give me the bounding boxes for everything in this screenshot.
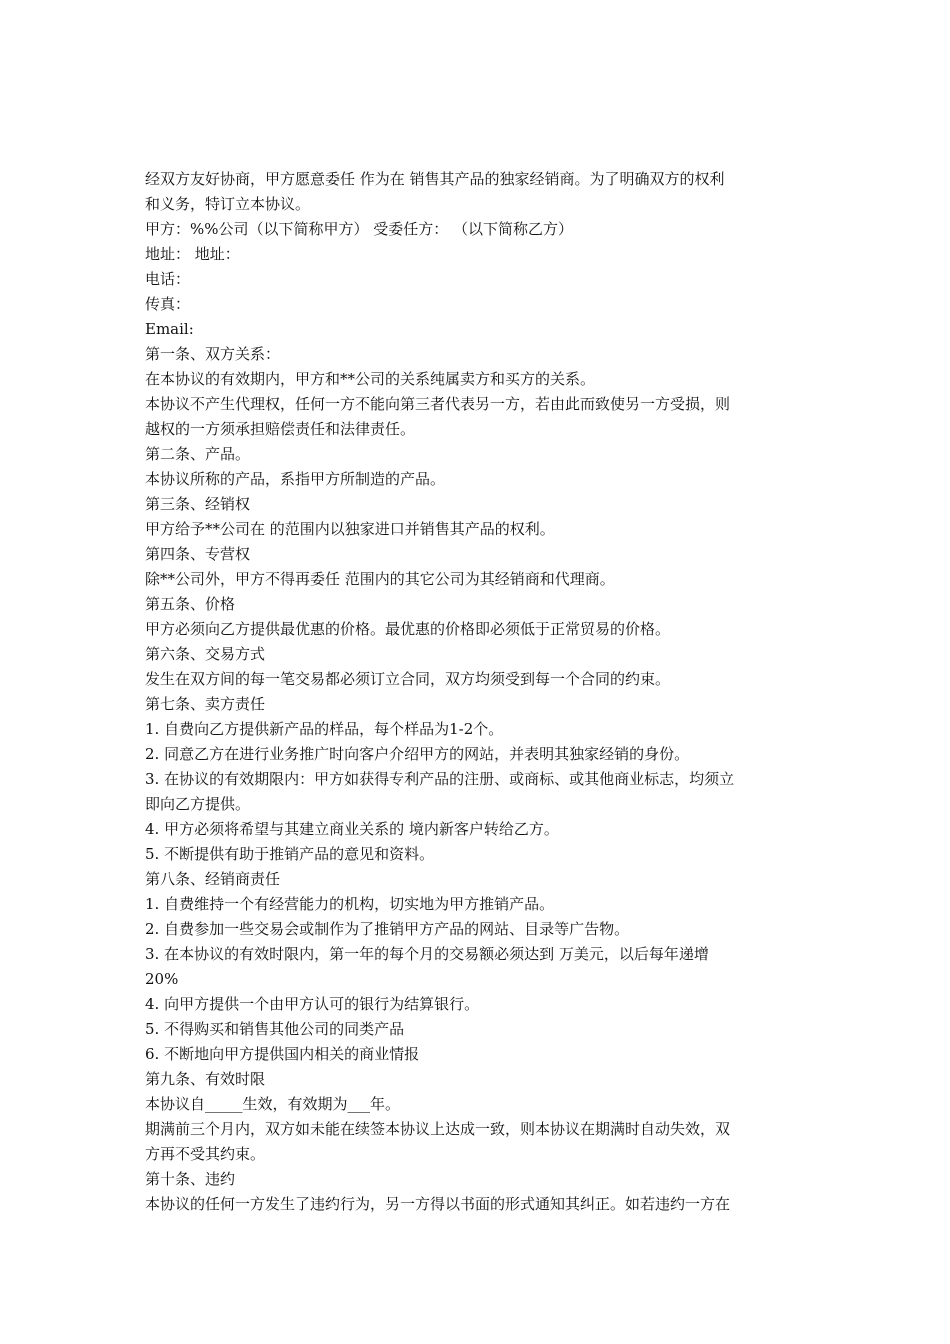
list-item: 5. 不断提供有助于推销产品的意见和资料。: [145, 845, 435, 863]
list-item: 1. 自费向乙方提供新产品的样品，每个样品为1-2个。: [145, 720, 504, 738]
list-item: 3. 在本协议的有效时限内，第一年的每个月的交易额必须达到 万美元，以后每年递增: [145, 945, 709, 963]
address-line: 地址： 地址：: [145, 245, 240, 263]
list-item-continuation: 即向乙方提供。: [145, 795, 251, 813]
fax-line: 传真：: [145, 295, 191, 313]
list-item: 3. 在协议的有效期限内：甲方如获得专利产品的注册、或商标、或其他商业标志，均须立: [145, 770, 735, 788]
article-heading: 第五条、价格: [145, 595, 236, 613]
article-heading: 第九条、有效时限: [145, 1070, 266, 1088]
list-item: 5. 不得购买和销售其他公司的同类产品: [145, 1020, 405, 1038]
article-heading: 第七条、卖方责任: [145, 695, 266, 713]
document-body: [145, 167, 810, 1217]
article-heading: 第十条、违约: [145, 1170, 236, 1188]
text-line: 经双方友好协商，甲方愿意委任 作为在 销售其产品的独家经销商。为了明确双方的权利: [145, 170, 725, 188]
text-line: 方再不受其约束。: [145, 1145, 266, 1163]
text-line: 本协议不产生代理权，任何一方不能向第三者代表另一方，若由此而致使另一方受损，则: [145, 395, 731, 413]
text-line: 本协议自_____生效，有效期为___年。: [145, 1095, 401, 1113]
article-heading: 第二条、产品。: [145, 445, 251, 463]
article-heading: 第一条、双方关系：: [145, 345, 281, 363]
list-item: 4. 向甲方提供一个由甲方认可的银行为结算银行。: [145, 995, 480, 1013]
list-item: 1. 自费维持一个有经营能力的机构，切实地为甲方推销产品。: [145, 895, 555, 913]
article-heading: 第三条、经销权: [145, 495, 251, 513]
text-line: 越权的一方须承担赔偿责任和法律责任。: [145, 420, 416, 438]
list-item: 6. 不断地向甲方提供国内相关的商业情报: [145, 1045, 420, 1063]
article-heading: 第六条、交易方式: [145, 645, 266, 663]
list-item: 2. 同意乙方在进行业务推广时向客户介绍甲方的网站，并表明其独家经销的身份。: [145, 745, 690, 763]
text-line: 除**公司外，甲方不得再委任 范围内的其它公司为其经销商和代理商。: [145, 570, 615, 588]
text-line: 甲方必须向乙方提供最优惠的价格。最优惠的价格即必须低于正常贸易的价格。: [145, 620, 671, 638]
text-line: 期满前三个月内，双方如未能在续签本协议上达成一致，则本协议在期满时自动失效，双: [145, 1120, 731, 1138]
article-heading: 第四条、专营权: [145, 545, 251, 563]
text-line: 甲方给予**公司在 的范围内以独家进口并销售其产品的权利。: [145, 520, 555, 538]
text-line: 本协议的任何一方发生了违约行为，另一方得以书面的形式通知其纠正。如若违约一方在: [145, 1195, 731, 1213]
text-line: 发生在双方间的每一笔交易都必须订立合同，双方均须受到每一个合同的约束。: [145, 670, 671, 688]
email-line: Email:: [145, 320, 194, 338]
text-line: 在本协议的有效期内，甲方和**公司的关系纯属卖方和买方的关系。: [145, 370, 596, 388]
list-item-continuation: 20%: [145, 970, 179, 988]
phone-line: 电话：: [145, 270, 191, 288]
list-item: 4. 甲方必须将希望与其建立商业关系的 境内新客户转给乙方。: [145, 820, 559, 838]
party-a-line: 甲方：%%公司（以下简称甲方） 受委任方： （以下简称乙方）: [145, 220, 574, 238]
article-heading: 第八条、经销商责任: [145, 870, 281, 888]
text-line: 本协议所称的产品，系指甲方所制造的产品。: [145, 470, 446, 488]
list-item: 2. 自费参加一些交易会或制作为了推销甲方产品的网站、目录等广告物。: [145, 920, 630, 938]
text-line: 和义务，特订立本协议。: [145, 195, 311, 213]
